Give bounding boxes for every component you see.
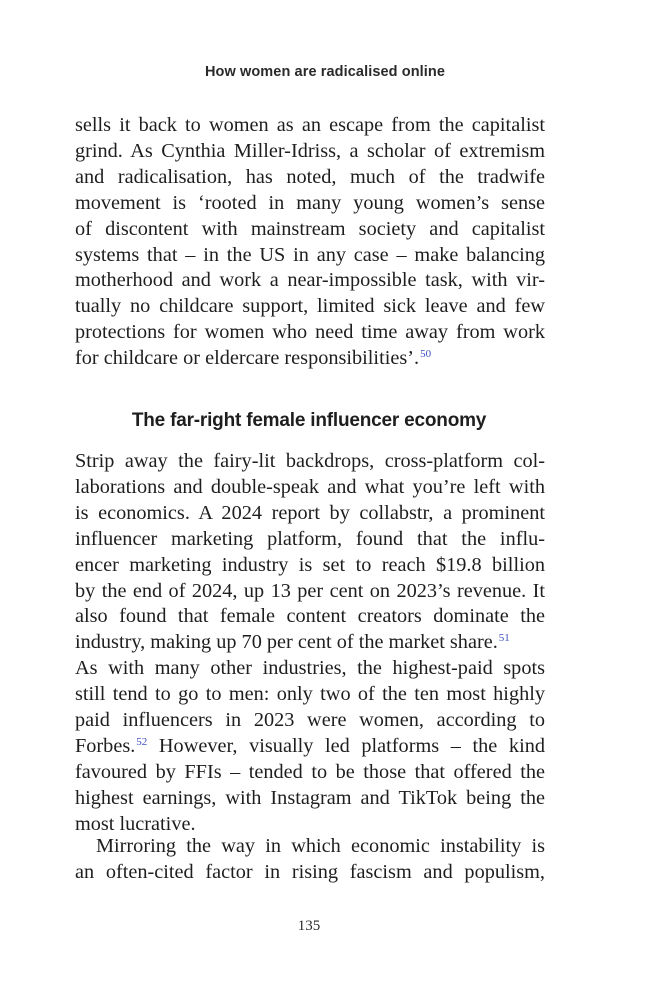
- text-line: highest earnings, with Instagram and TikTok being the: [75, 786, 545, 809]
- text-line: [75, 346, 545, 372]
- endnote-reference[interactable]: 51: [498, 632, 510, 645]
- text-line: influencer marketing platform, found that the influ-: [75, 527, 545, 550]
- text-line: Strip away the fairy-lit backdrops, cross-platform col-: [75, 450, 545, 472]
- text-line: laborations and double-speak and what you’re left with: [75, 475, 545, 498]
- text-line: paid influencers in 2023 were women, according to: [75, 709, 545, 732]
- text-line: Mirroring the way in which economic instability is: [96, 835, 545, 857]
- text-line-content: Forbes.: [75, 734, 136, 757]
- section-heading: The far-right female influencer economy: [131, 410, 487, 431]
- text-line: As with many other industries, the highest-paid spots: [75, 657, 545, 680]
- text-line: is economics. A 2024 report by collabstr, a prominent: [75, 501, 545, 524]
- text-line: grind. As Cynthia Miller-Idriss, a scholar of extremism: [75, 139, 545, 162]
- text-line: most lucrative.: [75, 812, 196, 835]
- text-line-content: However, visually led platforms – the kind: [147, 734, 545, 757]
- text-line: systems that – in the US in any case – make balancing: [75, 243, 545, 266]
- text-line: by the end of 2024, up 13 per cent on 2023’s revenue. It: [75, 579, 545, 602]
- body-paragraph: [75, 449, 545, 838]
- text-line-content: for childcare or eldercare responsibilities’.: [75, 347, 420, 370]
- running-head: How women are radicalised online: [204, 64, 446, 80]
- text-line: still tend to go to men: only two of the ten most highly: [75, 683, 545, 706]
- text-line: tually no childcare support, limited sick leave and few: [75, 295, 545, 318]
- text-line: sells it back to women as an escape from the capitalist: [75, 114, 545, 136]
- text-line-content: industry, making up 70 per cent of the market share.: [75, 631, 498, 654]
- body-paragraph: [75, 834, 545, 886]
- text-line: and radicalisation, has noted, much of the tradwife: [75, 165, 545, 188]
- endnote-reference[interactable]: 50: [420, 348, 432, 361]
- text-line: an often-cited factor in rising fascism and populism,: [75, 860, 545, 883]
- text-line: [75, 734, 545, 760]
- text-line: movement is ‘rooted in many young women’s sense: [75, 191, 545, 214]
- text-line: encer marketing industry is set to reach $19.8 billion: [75, 553, 545, 576]
- text-line: motherhood and work a near-impossible task, with vir-: [75, 269, 545, 292]
- body-paragraph: [75, 113, 545, 372]
- text-line: also found that female content creators dominate the: [75, 605, 545, 628]
- endnote-reference[interactable]: 52: [136, 735, 148, 748]
- text-line: [75, 630, 545, 656]
- text-line: protections for women who need time away from work: [75, 321, 545, 344]
- page-number: 135: [297, 918, 321, 934]
- text-line: of discontent with mainstream society and capitalist: [75, 217, 545, 240]
- text-line: favoured by FFIs – tended to be those that offered the: [75, 760, 545, 783]
